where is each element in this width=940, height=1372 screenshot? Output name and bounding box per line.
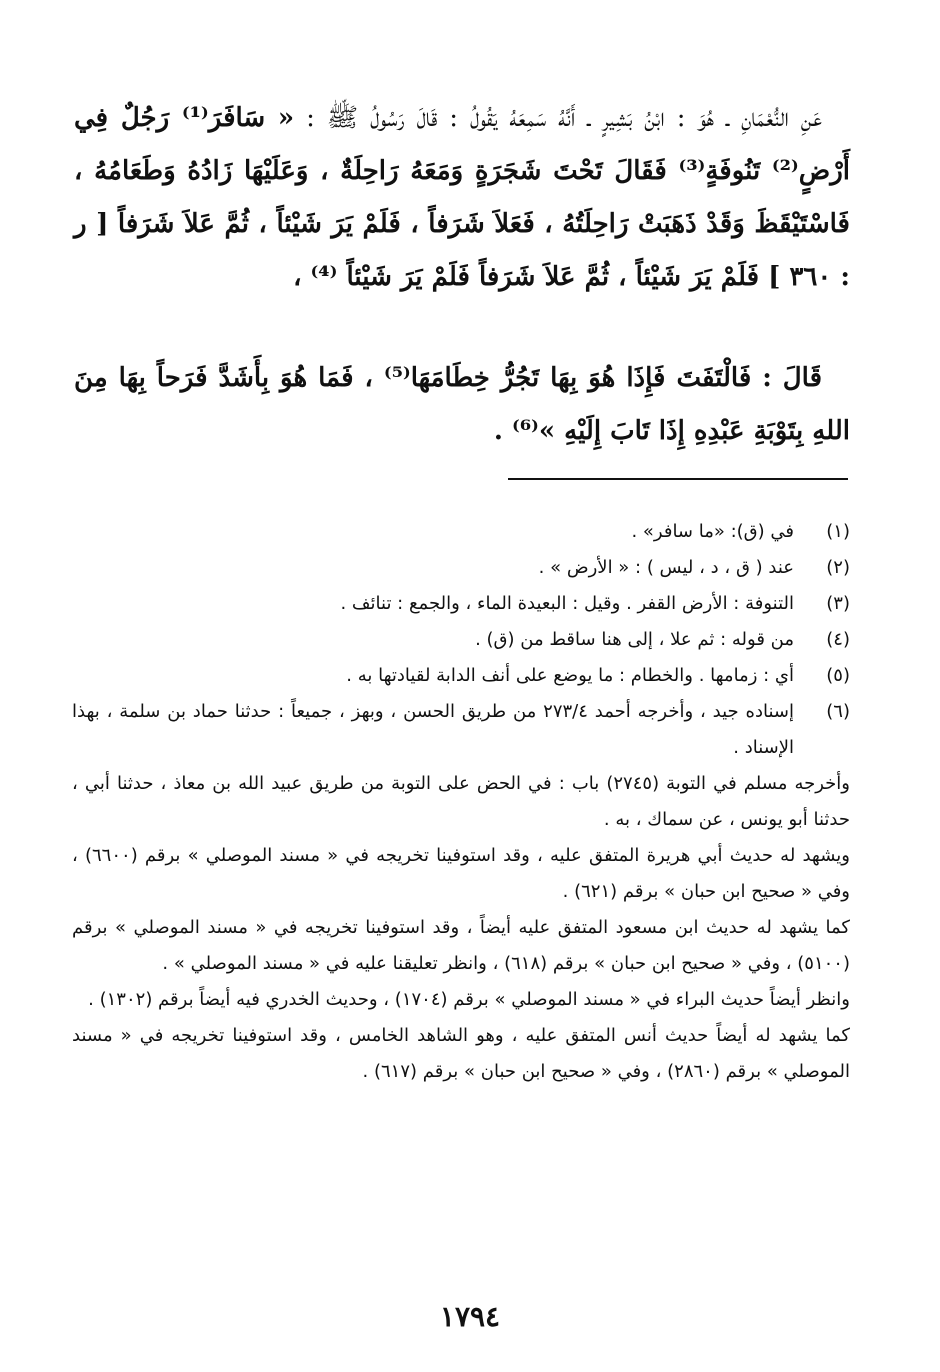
footnote-line: التنوفة : الأرض القفر . وقيل : البعيدة الماء ، والجمع : تنائف . xyxy=(340,593,794,614)
hadith-paragraph-1 xyxy=(74,92,850,304)
footnote-text xyxy=(72,694,851,1090)
footnote-number: (٥) xyxy=(826,665,850,686)
footnote-6 xyxy=(72,694,850,1090)
footnote-1 xyxy=(72,514,850,550)
footnote-number: (٦) xyxy=(826,701,850,722)
footnote-text xyxy=(72,622,794,658)
footnote-number: (١) xyxy=(826,521,850,542)
hadith-paragraph-2: قَالَ : فَالْتَفَتَ فَإِذَا هُوَ بِهَا تَجُرُّ خِطَامَهَا⁽⁵⁾ ، فَمَا هُوَ بِأَشَدَّ فَرَحاً بِهَا مِنَ اللهِ بِتَوْبَةِ عَبْدِهِ إِذَا تَابَ إِلَيْهِ »⁽⁶⁾ . xyxy=(74,363,850,446)
isnad-text: عَنِ النُّعْمَانِ ـ هُوَ : ابْنُ بَشِيرٍ ـ أَنَّهُ سَمِعَهُ يَقُولُ : قَالَ رَسُولُ ﷺ : xyxy=(306,103,823,133)
footnote-3 xyxy=(72,586,850,622)
footnote-number: (٤) xyxy=(826,629,850,650)
footnote-line: أي : زمامها . والخطام : ما يوضع على أنف الدابة لقيادتها به . xyxy=(346,665,794,686)
footnote-paragraph: ويشهد له حديث أبي هريرة المتفق عليه ، وقد استوفينا تخريجه في « مسند الموصلي » برقم (٦٦٠٠) ، وفي « صحيح ابن حبان » برقم (٦٢١) . xyxy=(72,845,850,902)
footnote-separator xyxy=(508,478,848,480)
footnote-text xyxy=(72,658,794,694)
footnote-text xyxy=(72,550,794,586)
footnote-paragraph: كما يشهد له حديث ابن مسعود المتفق عليه أيضاً ، وقد استوفينا تخريجه في « مسند الموصلي » برقم (٥١٠٠) ، وفي « صحيح ابن حبان » برقم (٦١٨) ، وانظر تعليقنا عليه في « مسند الموصلي » . xyxy=(72,917,850,974)
footnote-paragraph: وانظر أيضاً حديث البراء في « مسند الموصلي » برقم (١٧٠٤) ، وحديث الخدري فيه أيضاً برقم (١٣٠٢) . xyxy=(88,989,850,1010)
footnote-number: (٢) xyxy=(826,557,850,578)
matn-text: « سَافَرَ⁽¹⁾ رَجُلٌ فِي أَرْضٍ⁽²⁾ تَنُوفَةٍ⁽³⁾ فَقَالَ تَحْتَ شَجَرَةٍ وَمَعَهُ رَاحِلَةٌ ، وَعَلَيْهَا زَادُهُ وَطَعَامُهُ ، فَاسْتَيْقَظَ وَقَدْ ذَهَبَتْ رَاحِلَتُهُ ، فَعَلاَ شَرَفاً ، فَلَمْ يَرَ شَيْئاً ، ثُمَّ عَلاَ شَرَفاً [ ر : ٣٦٠ ] فَلَمْ يَرَ شَيْئاً ، ثُمَّ عَلاَ شَرَفاً فَلَمْ يَرَ شَيْئاً ⁽⁴⁾ ، xyxy=(74,103,850,292)
footnote-number: (٣) xyxy=(826,593,850,614)
hadith-text xyxy=(74,92,850,458)
footnote-line: في (ق): «ما سافر» . xyxy=(631,521,794,542)
footnote-line: عند ( ق ، د ، ليس ) : « الأرض » . xyxy=(538,557,794,578)
footnote-paragraph: كما يشهد له أيضاً حديث أنس المتفق عليه ، وهو الشاهد الخامس ، وقد استوفينا تخريجه في « مسند الموصلي » برقم (٢٨٦٠) ، وفي « صحيح ابن حبان » برقم (٦١٧) . xyxy=(72,1025,850,1082)
footnote-paragraph: إسناده جيد ، وأخرجه أحمد ٢٧٣/٤ من طريق الحسن ، وبهز ، جميعاً : حدثنا حماد بن سلمة ، بهذا الإسناد . xyxy=(72,701,794,758)
footnote-paragraph: وأخرجه مسلم في التوبة (٢٧٤٥) باب : في الحض على التوبة من طريق عبيد الله بن معاذ ، حدثنا أبي ، حدثنا أبو يونس ، عن سماك ، به . xyxy=(72,773,851,830)
footnote-4 xyxy=(72,622,850,658)
footnote-text xyxy=(72,514,794,550)
footnotes xyxy=(72,514,850,1090)
footnote-5 xyxy=(72,658,850,694)
footnote-2 xyxy=(72,550,850,586)
footnote-line: من قوله : ثم علا ، إلى هنا ساقط من (ق) . xyxy=(475,629,794,650)
page-number: ١٧٩٤ xyxy=(439,1300,501,1333)
footnote-text xyxy=(72,586,794,622)
